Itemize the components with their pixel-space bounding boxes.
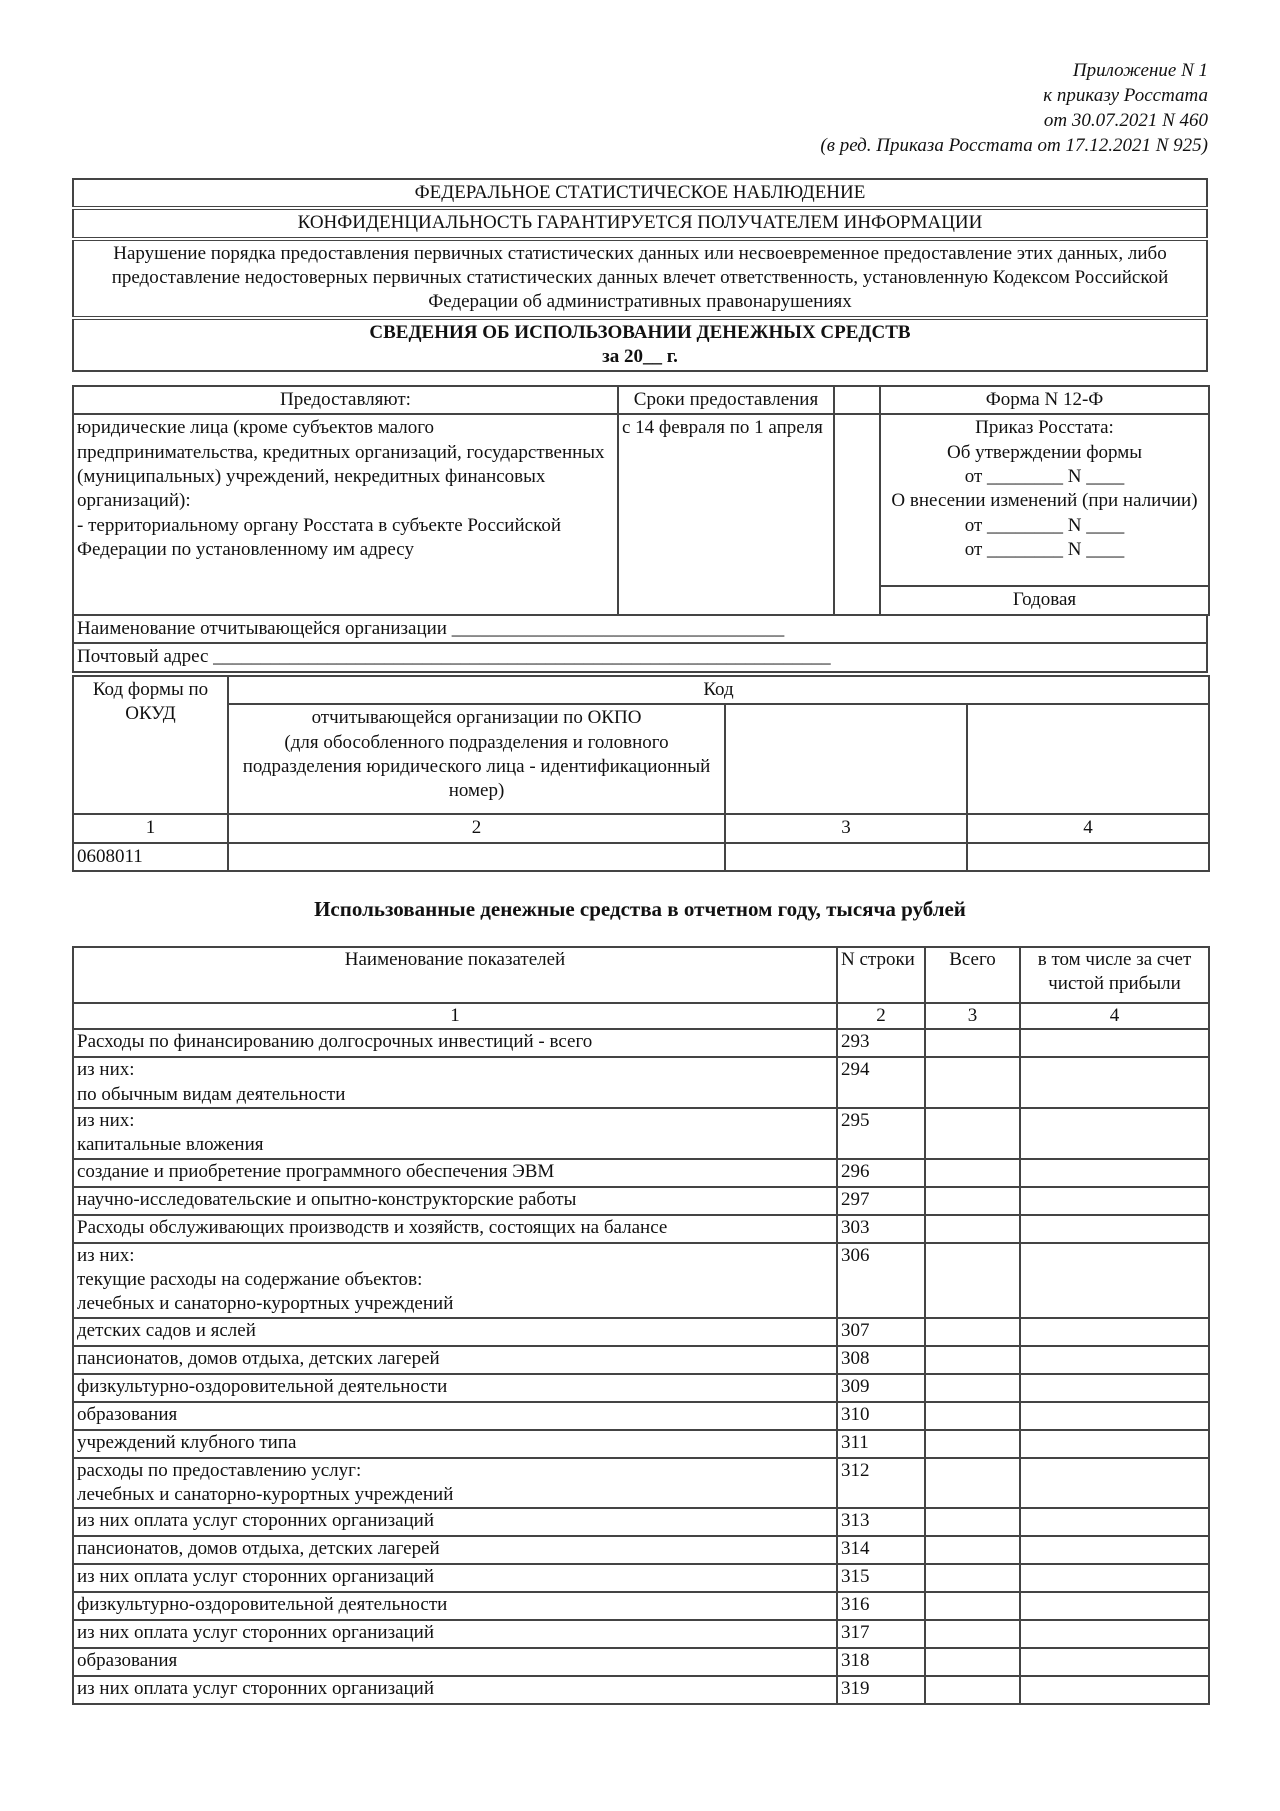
indicator-name: физкультурно-оздоровительной деятельности <box>73 1592 837 1620</box>
table-row <box>73 1592 1209 1620</box>
indicator-name-header: Наименование показателей <box>73 947 837 1003</box>
line-number: 310 <box>837 1402 925 1430</box>
indicator-name: Расходы обслуживающих производств и хозяйств, состоящих на балансе <box>73 1215 837 1243</box>
order-text: Приказ Росстата: Об утверждении формы от ________ N ____ О внесении изменений (при наличии) от ________ N ____ от ________ N ____ <box>880 414 1209 586</box>
line-number: 315 <box>837 1564 925 1592</box>
table-row <box>73 1215 1209 1243</box>
main-col-num: 1 <box>73 1003 837 1029</box>
table-row <box>73 1057 1209 1108</box>
indicator-name: из них: текущие расходы на содержание объектов: лечебных и санаторно-курортных учреждений <box>73 1243 837 1318</box>
line-number: 311 <box>837 1430 925 1458</box>
table-row <box>73 1187 1209 1215</box>
provide-header: Предоставляют: <box>73 386 618 414</box>
line-number: 294 <box>837 1057 925 1108</box>
indicators-table <box>72 946 1210 1705</box>
net-profit-value <box>1020 1215 1209 1243</box>
indicator-name: из них: по обычным видам деятельности <box>73 1057 837 1108</box>
okpo-header: отчитывающейся организации по ОКПО (для обособленного подразделения и головного подразделения юридического лица - идентификационный номер) <box>228 704 725 814</box>
main-col-num: 2 <box>837 1003 925 1029</box>
form-title-cell <box>73 318 1207 372</box>
total-value <box>925 1648 1020 1676</box>
net-profit-value <box>1020 1648 1209 1676</box>
total-value <box>925 1620 1020 1648</box>
net-profit-value <box>1020 1676 1209 1704</box>
indicator-name: из них оплата услуг сторонних организаций <box>73 1676 837 1704</box>
code-col-4-header <box>967 704 1209 814</box>
table-row <box>73 1564 1209 1592</box>
indicator-name: физкультурно-оздоровительной деятельности <box>73 1374 837 1402</box>
provide-text: юридические лица (кроме субъектов малого предпринимательства, кредитных организаций, государственных (муниципальных) учреждений, некредитных финансовых организаций): - территориальному органу Росстата в субъекте Российской Федерации по установленному им адресу <box>73 414 618 614</box>
total-value <box>925 1592 1020 1620</box>
net-profit-value <box>1020 1430 1209 1458</box>
confidentiality-label: КОНФИДЕНЦИАЛЬНОСТЬ ГАРАНТИРУЕТСЯ ПОЛУЧАТЕЛЕМ ИНФОРМАЦИИ <box>73 208 1207 238</box>
table-row <box>73 1430 1209 1458</box>
net-profit-value <box>1020 1536 1209 1564</box>
total-value <box>925 1029 1020 1057</box>
indicator-name: из них: капитальные вложения <box>73 1108 837 1159</box>
net-profit-value <box>1020 1402 1209 1430</box>
net-profit-value <box>1020 1108 1209 1159</box>
organization-table <box>72 614 1208 673</box>
total-value <box>925 1057 1020 1108</box>
line-number: 297 <box>837 1187 925 1215</box>
okpo-value <box>228 843 725 871</box>
okud-header: Код формы по ОКУД <box>73 676 228 814</box>
net-profit-value <box>1020 1159 1209 1187</box>
table-row <box>73 1318 1209 1346</box>
indicator-name: пансионатов, домов отдыха, детских лагерей <box>73 1346 837 1374</box>
table-row <box>73 1374 1209 1402</box>
line-number: 293 <box>837 1029 925 1057</box>
line-number: 295 <box>837 1108 925 1159</box>
deadline-header: Сроки предоставления <box>618 386 834 414</box>
indicator-name: детских садов и яслей <box>73 1318 837 1346</box>
code-col-num: 2 <box>228 814 725 842</box>
net-profit-value <box>1020 1564 1209 1592</box>
total-value <box>925 1159 1020 1187</box>
total-value <box>925 1508 1020 1536</box>
indicator-name: образования <box>73 1402 837 1430</box>
indicator-name: учреждений клубного типа <box>73 1430 837 1458</box>
appendix-line-1: Приложение N 1 <box>1072 60 1208 81</box>
total-value <box>925 1676 1020 1704</box>
net-profit-value <box>1020 1508 1209 1536</box>
table-row <box>73 1159 1209 1187</box>
line-number: 313 <box>837 1508 925 1536</box>
line-number: 316 <box>837 1592 925 1620</box>
total-value <box>925 1346 1020 1374</box>
table-row <box>73 1648 1209 1676</box>
deadline-text: с 14 февраля по 1 апреля <box>618 414 834 614</box>
net-profit-header: в том числе за счет чистой прибыли <box>1020 947 1209 1003</box>
line-number: 317 <box>837 1620 925 1648</box>
appendix-note <box>820 58 1208 158</box>
line-number: 314 <box>837 1536 925 1564</box>
line-number: 303 <box>837 1215 925 1243</box>
main-col-num: 3 <box>925 1003 1020 1029</box>
codes-table <box>72 675 1210 872</box>
indicator-name: расходы по предоставлению услуг: лечебных и санаторно-курортных учреждений <box>73 1458 837 1509</box>
net-profit-value <box>1020 1318 1209 1346</box>
code-header: Код <box>228 676 1209 704</box>
total-value <box>925 1318 1020 1346</box>
code-col-3-header <box>725 704 967 814</box>
organization-name-line: Наименование отчитывающейся организации ___________________________________ <box>73 615 1207 643</box>
line-number: 319 <box>837 1676 925 1704</box>
code-col-num: 1 <box>73 814 228 842</box>
indicator-name: пансионатов, домов отдыха, детских лагерей <box>73 1536 837 1564</box>
net-profit-value <box>1020 1243 1209 1318</box>
table-row <box>73 1676 1209 1704</box>
total-value <box>925 1108 1020 1159</box>
table-row <box>73 1108 1209 1159</box>
net-profit-value <box>1020 1346 1209 1374</box>
total-header: Всего <box>925 947 1020 1003</box>
table-row <box>73 1536 1209 1564</box>
line-number: 309 <box>837 1374 925 1402</box>
appendix-line-2: к приказу Росстата <box>1043 85 1208 107</box>
total-value <box>925 1187 1020 1215</box>
indicator-name: из них оплата услуг сторонних организаций <box>73 1620 837 1648</box>
line-number: 307 <box>837 1318 925 1346</box>
form-number-header: Форма N 12-Ф <box>880 386 1209 414</box>
code-col-4-value <box>967 843 1209 871</box>
net-profit-value <box>1020 1592 1209 1620</box>
line-number: 318 <box>837 1648 925 1676</box>
observation-label: ФЕДЕРАЛЬНОЕ СТАТИСТИЧЕСКОЕ НАБЛЮДЕНИЕ <box>73 179 1207 208</box>
total-value <box>925 1215 1020 1243</box>
indicator-name: Расходы по финансированию долгосрочных инвестиций - всего <box>73 1029 837 1057</box>
total-value <box>925 1458 1020 1509</box>
appendix-line-3: от 30.07.2021 N 460 <box>1043 110 1208 132</box>
section-title: Использованные денежные средства в отчетном году, тысяча рублей <box>314 897 966 921</box>
total-value <box>925 1243 1020 1318</box>
net-profit-value <box>1020 1187 1209 1215</box>
indicator-name: из них оплата услуг сторонних организаций <box>73 1508 837 1536</box>
net-profit-value <box>1020 1057 1209 1108</box>
net-profit-value <box>1020 1458 1209 1509</box>
table-row <box>73 1243 1209 1318</box>
main-col-num: 4 <box>1020 1003 1209 1029</box>
line-number: 306 <box>837 1243 925 1318</box>
table-row <box>73 1402 1209 1430</box>
line-number-header: N строки <box>837 947 925 1003</box>
net-profit-value <box>1020 1620 1209 1648</box>
total-value <box>925 1402 1020 1430</box>
periodicity: Годовая <box>880 586 1209 614</box>
submission-table <box>72 385 1210 616</box>
blank-body-cell <box>834 414 880 614</box>
total-value <box>925 1536 1020 1564</box>
line-number: 296 <box>837 1159 925 1187</box>
table-row <box>73 1620 1209 1648</box>
indicator-name: научно-исследовательские и опытно-конструкторские работы <box>73 1187 837 1215</box>
form-title: СВЕДЕНИЯ ОБ ИСПОЛЬЗОВАНИИ ДЕНЕЖНЫХ СРЕДСТВ <box>369 321 911 343</box>
line-number: 312 <box>837 1458 925 1509</box>
code-col-num: 4 <box>967 814 1209 842</box>
liability-warning: Нарушение порядка предоставления первичных статистических данных или несвоевременное предоставление этих данных, либо предоставление недостоверных первичных статистических данных влечет ответственность, установленную Кодексом Российской Федерации об административных правонарушениях <box>73 239 1207 318</box>
table-row <box>73 1508 1209 1536</box>
appendix-line-4: (в ред. Приказа Росстата от 17.12.2021 N 925) <box>820 135 1208 157</box>
net-profit-value <box>1020 1374 1209 1402</box>
total-value <box>925 1430 1020 1458</box>
blank-header-cell <box>834 386 880 414</box>
postal-address-line: Почтовый адрес _________________________________________________________________ <box>73 643 1207 671</box>
code-col-num: 3 <box>725 814 967 842</box>
code-col-3-value <box>725 843 967 871</box>
form-header-table <box>72 178 1208 372</box>
net-profit-value <box>1020 1029 1209 1057</box>
total-value <box>925 1374 1020 1402</box>
indicator-name: образования <box>73 1648 837 1676</box>
total-value <box>925 1564 1020 1592</box>
table-row <box>73 1346 1209 1374</box>
report-period: за 20__ г. <box>602 345 678 367</box>
indicator-name: из них оплата услуг сторонних организаций <box>73 1564 837 1592</box>
table-row <box>73 1029 1209 1057</box>
indicators-body <box>73 1029 1209 1704</box>
indicator-name: создание и приобретение программного обеспечения ЭВМ <box>73 1159 837 1187</box>
table-row <box>73 1458 1209 1509</box>
line-number: 308 <box>837 1346 925 1374</box>
okud-value: 0608011 <box>73 843 228 871</box>
